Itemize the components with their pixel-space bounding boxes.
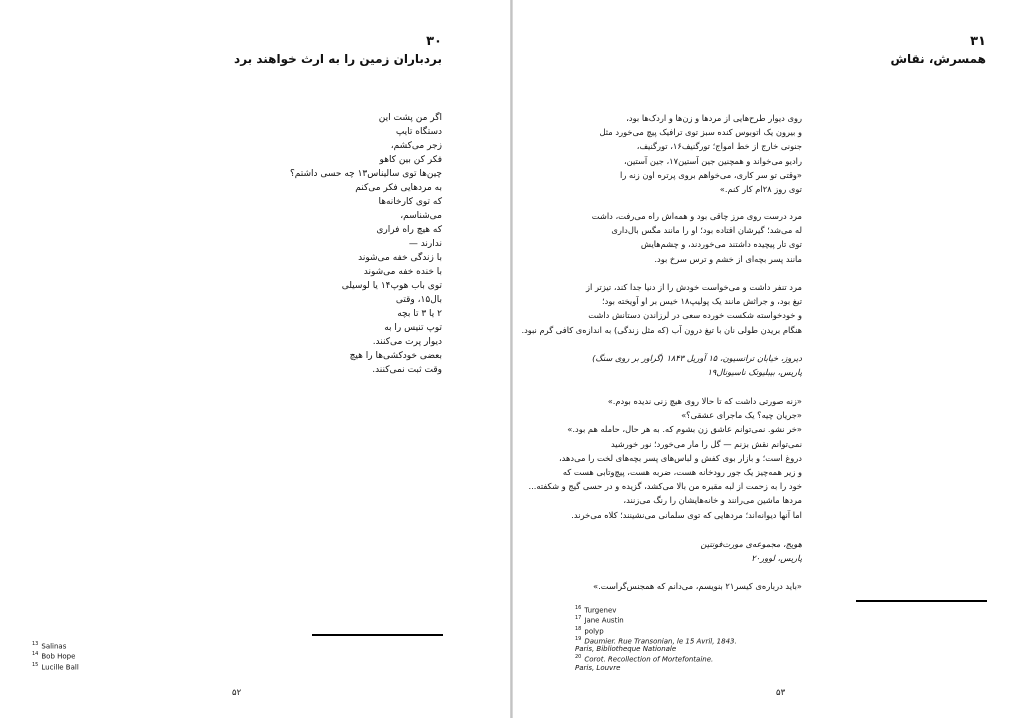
chapter-title: همسرش، نقاش [890, 52, 986, 66]
poem-line: با خنده خفه می‌شوند [363, 267, 442, 277]
chapter-number: ۳۱ [970, 34, 986, 49]
caption-line: دیروز، خیابان ترانسیون، ۱۵ آوریل ۱۸۴۳ (گراور بر روی سنگ) [592, 353, 802, 363]
poem-line: «خر نشو. نمی‌توانم عاشق زن بشوم که. به هر حال، حامله هم بود.» [567, 424, 802, 435]
poem-line: ندارند — [408, 239, 442, 249]
page-number: ۵۲ [232, 688, 242, 698]
footnote: $^{19}$ Daumier. Rue Transonian, le 15 Avril, 1843. [575, 635, 737, 646]
caption-line: پاریس، بیبلیوتک ناسیونال۱۹ [707, 367, 802, 378]
caption-line: هویج، مجموعه‌ی مورت‌فونتین [700, 539, 802, 549]
poem-line: زجر می‌کشم، [390, 141, 442, 151]
footnote-rule [856, 600, 987, 602]
caption-1 [592, 351, 802, 379]
poem-line: وقت ثبت نمی‌کنند. [372, 365, 442, 375]
poem-line: دیوار پرت می‌کنند. [372, 337, 442, 347]
caption-line: پاریس، لوور۲۰ [751, 553, 802, 564]
poem-line: خود را به زحمت از لبه مقبره من بالا می‌کشد، گزیده و در حسی گیج و شکفته... [528, 481, 802, 492]
poem-line: «جریان چیه؟ یک ماجرای عشقی؟» [681, 410, 802, 421]
poem-line: مردها ماشین می‌رانند و خانه‌هایشان را رنگ می‌زنند، [623, 495, 802, 506]
poem-line: مرد درست روی مرز چاقی بود و همه‌اش راه می‌رفت، داشت [591, 211, 802, 221]
poem-line: و زیر همه‌چیز یک جور رودخانه هست، ضربه هست، پیچ‌وتابی هست که [562, 467, 802, 478]
poem-line: رادیو می‌خواند و همچنین جین آستین۱۷، جین آستین، [623, 155, 802, 166]
poem-line: و بیرون یک اتوبوس کنده سبز توی ترافیک پیچ می‌خورد مثل [599, 127, 802, 138]
poem-line: مانند پسر بچه‌ای از خشم و ترس سرخ بود. [654, 253, 802, 264]
poem-line: بعضی خودکشی‌ها را هیچ [349, 351, 442, 361]
footnotes [32, 640, 79, 671]
stanza-2 [592, 209, 802, 266]
footnote: $^{18}$ polyp [575, 625, 604, 635]
footnote-rule [312, 634, 443, 636]
poem-line: با زندگی خفه می‌شوند [358, 253, 442, 263]
poem-line: چین‌ها توی سالیناس۱۳ چه حسی داشتم؟ [289, 169, 442, 179]
poem-line: له می‌شد؛ گیرشان افتاده بود؛ او را مانند مگس بال‌داری [611, 225, 802, 236]
poem-line: به مردهایی فکر می‌کنم [355, 183, 442, 193]
poem-line: و خودخواسته شکست خورده سعی در لرزاندن دستانش داشت [588, 310, 802, 321]
chapter-title: بردباران زمین را به ارث خواهند برد [234, 52, 442, 66]
poem-body [290, 111, 442, 377]
stanza-3 [521, 280, 802, 337]
poem-line: دروغ است؛ و بازار بوی کفش و لباس‌های پسر بچه‌های لخت را می‌دهد، [558, 452, 802, 463]
poem-line: ۲ یا ۳ تا بچه [397, 309, 442, 319]
page-number: ۵۳ [776, 688, 786, 698]
chapter-number: ۳۰ [426, 34, 442, 49]
stanza-4 [529, 394, 803, 522]
poem-line: تیغ بود، و جراثش مانند یک پولیپ۱۸ خیس بر او آویخته بود؛ [602, 296, 802, 307]
poem-line: توپ تنیس را به [384, 323, 442, 333]
footnotes [575, 604, 737, 672]
poem-line: جنونی خارج از خط امواج؛ تورگنیف۱۶، تورگنیف، [636, 141, 802, 152]
poem-line: می‌شناسم، [400, 211, 442, 221]
right-page [513, 0, 1032, 718]
poem-line: «وقتی تو سر کاری، می‌خواهم بروی پرتره اون زنه را [620, 169, 802, 180]
footnote: $^{13}$ Salinas [32, 641, 67, 651]
poem-line: که توی کارخانه‌ها [378, 197, 442, 207]
footnote: $^{14}$ Bob Hope [32, 651, 76, 661]
poem-line: اگر من پشت این [378, 113, 442, 123]
footnote: $^{17}$ Jane Austin [575, 615, 624, 625]
poem-line: هنگام بریدن طولی نان با تیغ درون آب (که مثل زندگی) به اندازه‌ی کافی گرم نبود. [521, 324, 802, 335]
poem-line: توی باب هوپ۱۴ یا لوسیلی [341, 281, 442, 291]
footnote: $^{16}$ Turgenev [575, 605, 617, 615]
caption-2 [701, 537, 803, 565]
left-page [0, 0, 510, 718]
poem-line: توی روز ۲۸ام کار کنم.» [719, 184, 802, 195]
footnote: Paris, Bibliotheque Nationale [575, 645, 677, 654]
poem-line: بال۱۵، وقتی [395, 295, 442, 305]
footnote: Paris, Louvre [575, 663, 621, 672]
poem-line: روی دیوار طرح‌هایی از مردها و زن‌ها و اردک‌ها بود، [626, 113, 802, 123]
poem-line: دستگاه تایپ [395, 127, 442, 137]
poem-line: «باید درباره‌ی کیسر۲۱ بنویسم، می‌دانم که همجنس‌گراست.» [593, 581, 802, 591]
poem-line: نمی‌توانم نقش بزنم — گل را مار می‌خورد؛ نور خورشید [610, 438, 802, 449]
footnote: $^{20}$ Corot. Recollection of Mortefontaine. [575, 654, 714, 664]
footnote: $^{15}$ Lucille Ball [32, 661, 79, 671]
poem-line: «زنه صورتی داشت که تا حالا روی هیچ زنی ندیده بودم.» [607, 396, 802, 406]
poem-line: که هیچ راه فراری [376, 225, 442, 235]
final-stanza [593, 579, 802, 593]
poem-line: اما آنها دیوانه‌اند؛ مردهایی که توی سلمانی می‌نشینند؛ کلاه می‌خرند. [571, 509, 802, 520]
poem-line: توی تار پیچیده داشتند می‌خوردند، و چشم‌هایش [640, 239, 802, 250]
stanza-1 [600, 111, 802, 196]
poem-line: فکر کن بین کاهو [379, 155, 442, 165]
poem-line: مرد تنفر داشت و می‌خواست خودش را از دنیا جدا کند، تیزتر از [586, 282, 802, 292]
